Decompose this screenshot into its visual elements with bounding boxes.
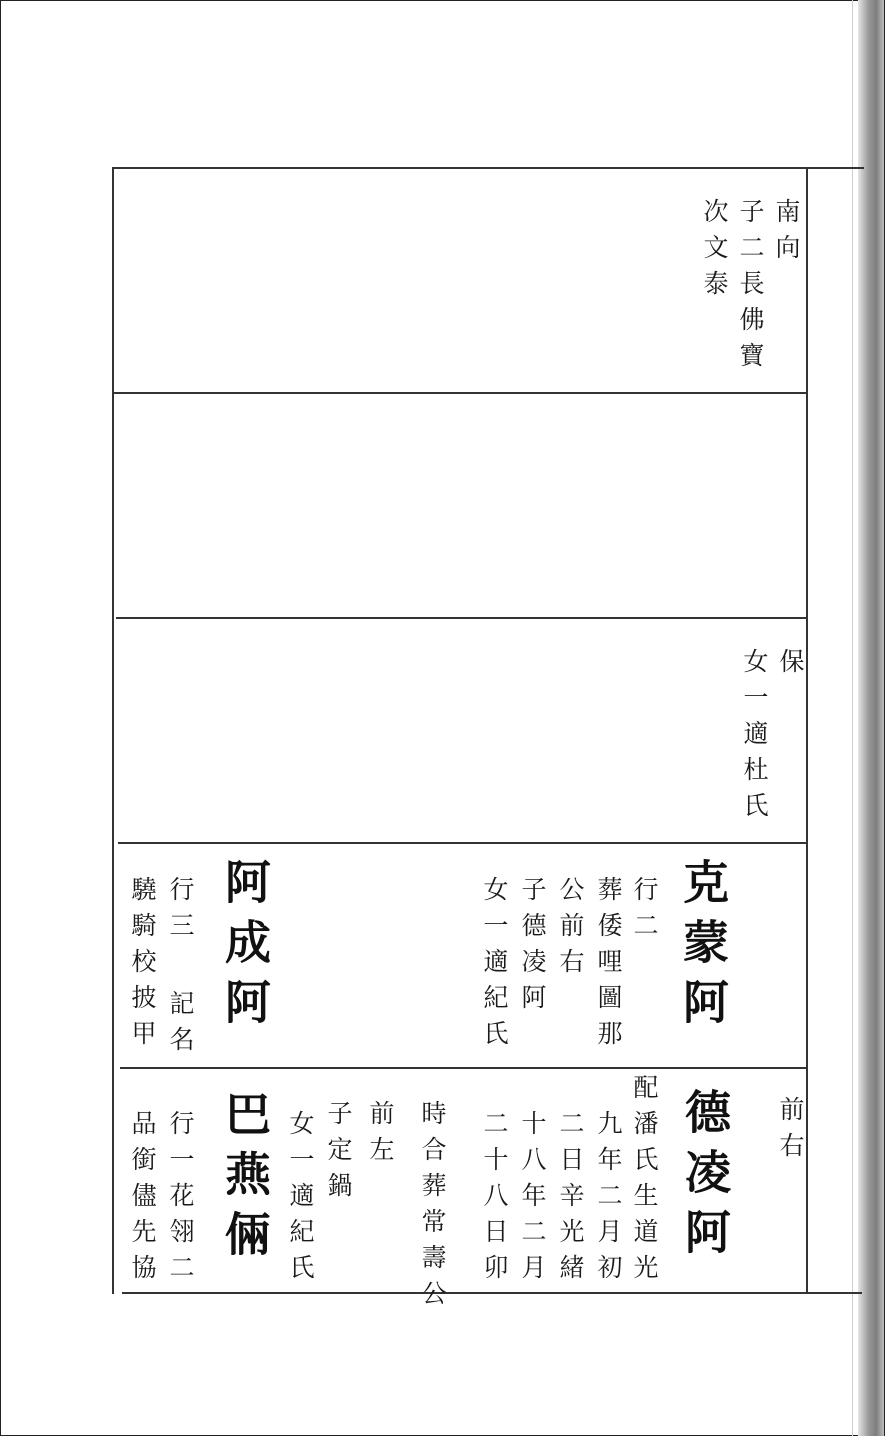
- row3-col1: 保: [776, 648, 805, 684]
- row4-col3: 公前右: [556, 876, 585, 984]
- divider-3: [118, 842, 808, 844]
- row1-col2: 子二長佛寶: [736, 198, 765, 378]
- row5-col10: 行一花翎二: [166, 1110, 195, 1290]
- divider-2: [116, 617, 808, 619]
- row5-col2: 九年二月初: [594, 1110, 623, 1290]
- row1-col1: 南向: [772, 198, 801, 270]
- binding-line: [852, 0, 853, 1436]
- row5-col3: 二日辛光緒: [556, 1110, 585, 1290]
- frame-left: [112, 167, 114, 1294]
- row4-col7: 記名: [166, 990, 195, 1062]
- row3-col2: 女一適杜氏: [740, 648, 769, 828]
- row4-col2: 葬倭哩圖那: [594, 876, 623, 1056]
- row4-col4: 子德凌阿: [518, 876, 547, 1020]
- row4-name-secondary: 阿成阿: [218, 858, 272, 1038]
- row5-col9: 女一適紀氏: [286, 1110, 315, 1290]
- row4-col5: 女一適紀氏: [480, 876, 509, 1056]
- frame-bottom: [122, 1292, 862, 1294]
- row4-col8: 驍騎校披甲: [128, 876, 157, 1056]
- row5-name-secondary: 巴燕倆: [218, 1090, 272, 1270]
- row4-col1: 行二: [630, 876, 659, 948]
- row4-name-primary: 克蒙阿: [676, 858, 730, 1038]
- book-spine: [858, 0, 884, 1436]
- row5-name-primary: 德凌阿: [678, 1088, 732, 1268]
- row5-col1: 配潘氏生道光: [630, 1074, 659, 1290]
- frame-top: [112, 167, 864, 169]
- frame-right: [806, 167, 808, 1294]
- row5-col7: 前左: [366, 1100, 395, 1172]
- divider-4: [120, 1067, 808, 1069]
- row5-col8: 子定鍋: [324, 1100, 353, 1208]
- row5-col6: 時合葬常壽公: [418, 1100, 447, 1316]
- row5-prefix: 前右: [776, 1096, 805, 1168]
- row5-col4: 十八年二月: [518, 1110, 547, 1290]
- row5-col11: 品銜儘先協: [128, 1110, 157, 1290]
- row4-col6: 行三: [166, 876, 195, 948]
- row1-col3: 次文泰: [700, 198, 729, 306]
- row5-col5: 二十八日卯: [480, 1110, 509, 1290]
- divider-1: [114, 392, 808, 394]
